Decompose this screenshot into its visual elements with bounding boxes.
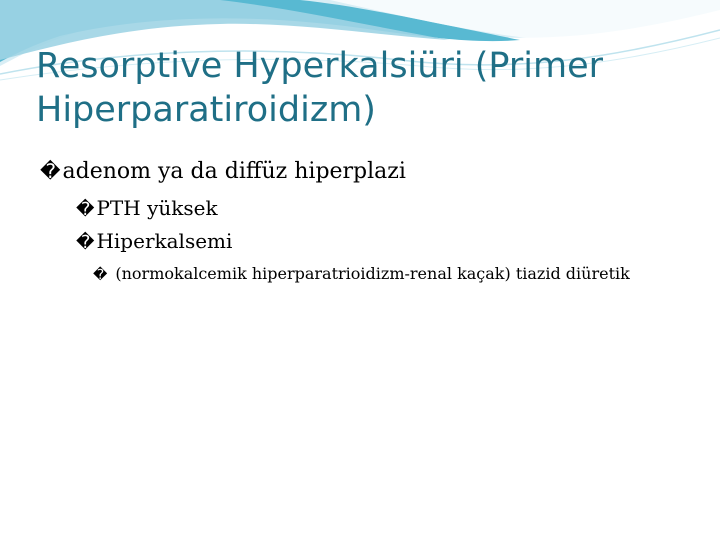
bullet-text: Hiperkalsemi	[96, 229, 233, 253]
bullet-text: adenom ya da diffüz hiperplazi	[62, 159, 406, 184]
bullet-glyph-icon: �	[76, 199, 95, 220]
bullet-glyph-icon: �	[93, 267, 108, 283]
bullet-item-level2	[76, 227, 232, 257]
bullet-text: PTH yüksek	[96, 196, 218, 220]
bullet-item-level2	[76, 194, 218, 224]
bullet-item-level3	[93, 262, 653, 287]
bullet-glyph-icon: �	[76, 232, 95, 253]
bullet-text: (normokalcemik hiperparatrioidizm-renal kaçak) tiazid diüretik	[115, 264, 630, 283]
bullet-item-level1	[40, 156, 406, 187]
slide-title: Resorptive Hyperkalsiüri (Primer Hiperparatiroidizm)	[36, 46, 604, 130]
bullet-glyph-icon: �	[40, 159, 61, 183]
